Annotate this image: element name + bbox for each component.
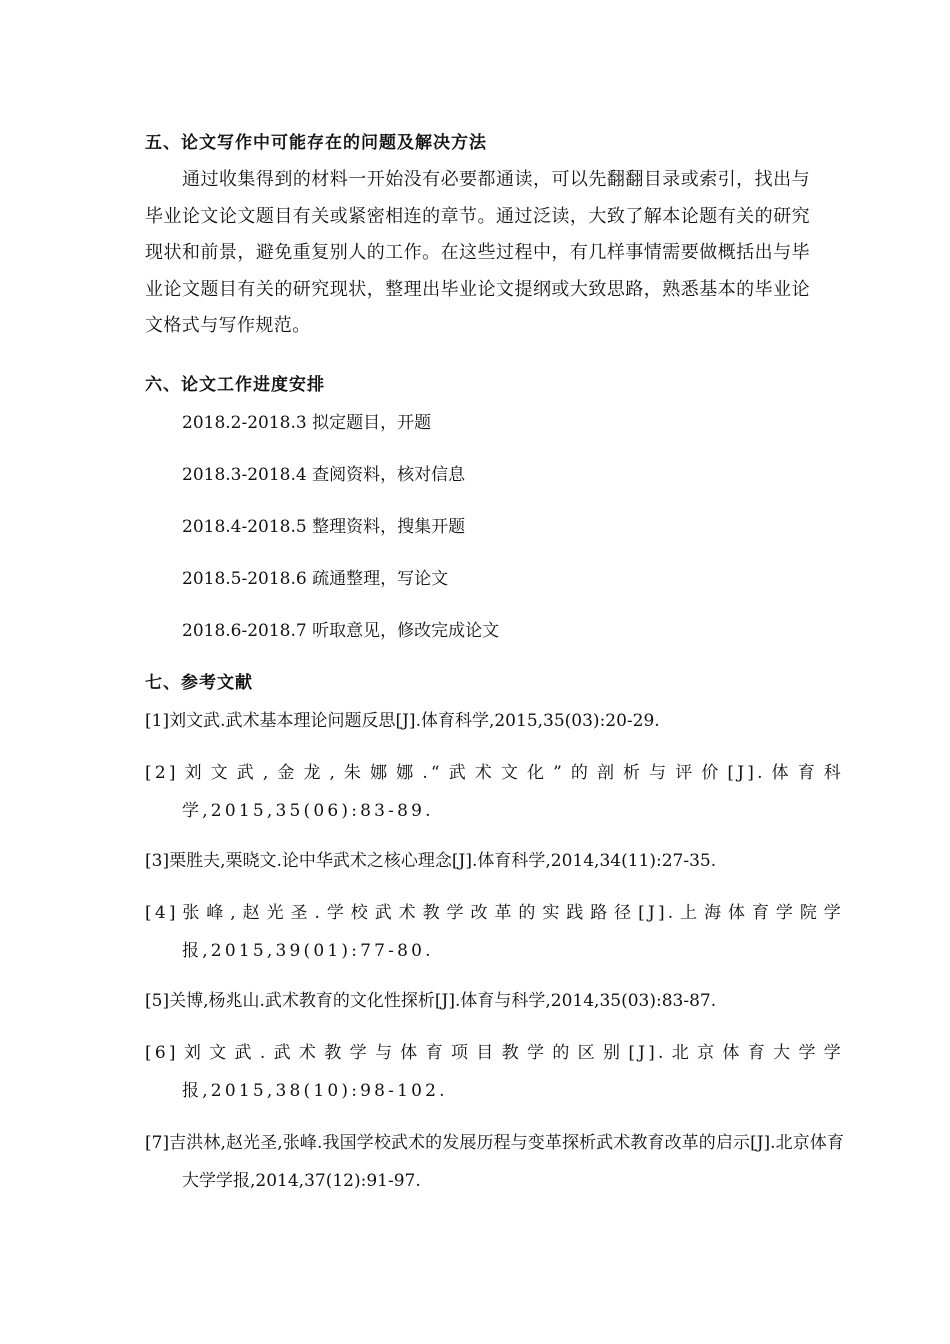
reference-item: [2]刘文武,金龙,朱娜娜.“武术文化”的剖析与评价[J].体育科学,2015,35(06):83-89. <box>145 763 844 821</box>
reference-item: [6]刘文武.武术教学与体育项目教学的区别[J].北京体育大学学报,2015,38(10):98-102. <box>145 1043 844 1101</box>
section-5-paragraph: 通过收集得到的材料一开始没有必要都通读，可以先翻翻目录或索引，找出与毕业论文论文题目有关或紧密相连的章节。通过泛读，大致了解本论题有关的研究现状和前景，避免重复别人的工作。在这些过程中，有几样事情需要做概括出与毕业论文题目有关的研究现状，整理出毕业论文提纲或大致思路，熟悉基本的毕业论文格式与写作规范。 <box>145 169 810 336</box>
schedule-item: 2018.2-2018.3 拟定题目，开题 <box>182 413 432 433</box>
section-6-heading: 六、论文工作进度安排 <box>145 375 325 395</box>
reference-item: [1]刘文武.武术基本理论问题反思[J].体育科学,2015,35(03):20-29. <box>145 711 660 731</box>
schedule-item: 2018.6-2018.7 听取意见，修改完成论文 <box>182 621 500 641</box>
reference-item: [3]栗胜夫,栗晓文.论中华武术之核心理念[J].体育科学,2014,34(11):27-35. <box>145 851 717 871</box>
schedule-item: 2018.4-2018.5 整理资料，搜集开题 <box>182 517 466 537</box>
reference-item: [7]吉洪林,赵光圣,张峰.我国学校武术的发展历程与变革探析武术教育改革的启示[J].北京体育大学学报,2014,37(12):91-97. <box>145 1133 844 1191</box>
section-5-heading: 五、论文写作中可能存在的问题及解决方法 <box>145 133 487 153</box>
schedule-item: 2018.3-2018.4 查阅资料，核对信息 <box>182 465 466 485</box>
reference-item: [4]张峰,赵光圣.学校武术教学改革的实践路径[J].上海体育学院学报,2015,39(01):77-80. <box>145 903 844 961</box>
section-7-heading: 七、参考文献 <box>145 673 253 693</box>
reference-item: [5]关博,杨兆山.武术教育的文化性探析[J].体育与科学,2014,35(03):83-87. <box>145 991 717 1011</box>
schedule-item: 2018.5-2018.6 疏通整理，写论文 <box>182 569 449 589</box>
